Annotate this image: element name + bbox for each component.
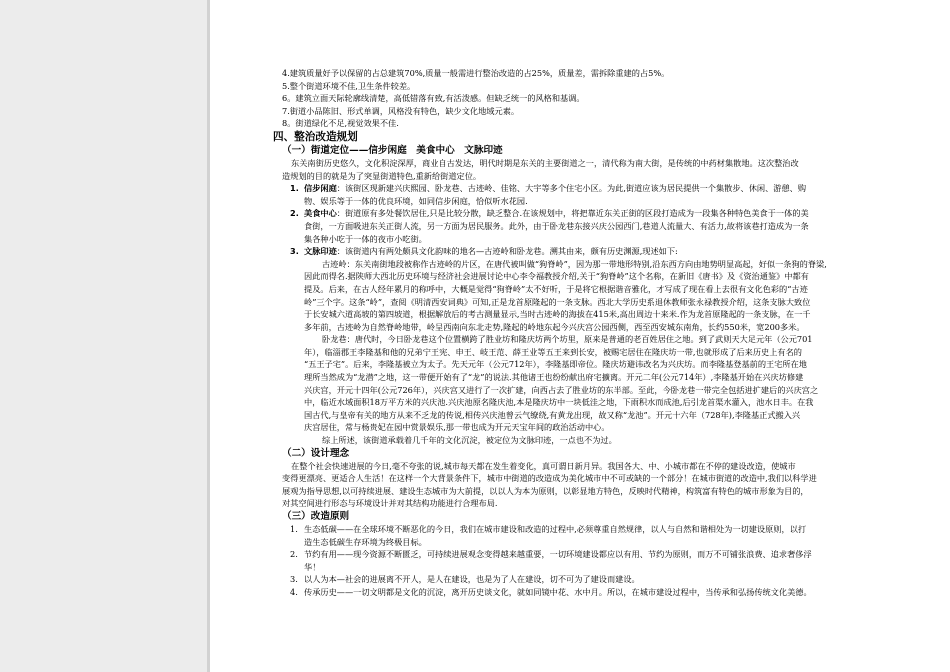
list-item [282, 245, 900, 258]
paragraph-line: 变得更漂亮、更适合人生活！在这样一个大背景条件下，城市中街道的改造成为美化城市中不可或缺的一个部分！在城市街道的改造中,我们以科学进 [282, 473, 817, 484]
list-item-continuation: 食街，一方面吸进东关正街人流，另一方面为居民服务。此外，由于卧龙巷东接兴庆公园西门,巷道人流量大、有活力,故将该巷打造成为一条 [304, 220, 809, 231]
document-content [273, 67, 900, 599]
principle-continuation: 华！ [304, 561, 321, 572]
list-item-text: ：街道原有多处餐饮居住,只是比较分散，缺乏整合.在该规划中，将把靠近东关正街的区段打造成为一段集各种特色美食于一体的美 [336, 208, 809, 219]
list-item-heading: 文脉印迹 [304, 246, 337, 257]
history-wolong-line: 中，临近水域面积18万平方米的兴庆池.兴庆池原名隆庆池,本是隆庆坊中一块低洼之地，下雨积水而成池,后引龙首渠水灌入，池水日丰。在我 [304, 397, 814, 408]
paragraph-line: 东关南街历史悠久，文化积淀深厚，商业自古发达，明代时期是东关的主要街道之一，清代称为南大街，是传统的中药材集散地。这次整治改 [291, 157, 799, 168]
history-wolong-line: 年），临淄郡王李隆基和他的兄弟宁王宪、申王、岐王范、薛王业等五王来到长安，被赐宅居住在隆庆坊一带,也就形成了后来历史上有名的 [304, 346, 802, 357]
list-item-continuation: 集各种小吃于一体的夜市小吃街。 [304, 233, 427, 244]
history-guji-line: 多年前，古迹岭为自然脊岭地带，岭呈西南向东北走势,隆起的岭地东起今兴庆宫公园西侧，西至西安城东南角，长约550米，宽200多米。 [304, 321, 805, 332]
history-wolong-line: 兴庆宫，开元十四年(公元726年），兴庆宫又进行了一次扩建，向西占去了胜业坊的东半部。至此，今卧龙巷一带完全包括进扩建后的兴庆宫之 [304, 384, 819, 395]
issue-line: 5.整个街道环境不佳,卫生条件较差。 [282, 80, 416, 91]
issue-line: 7.街道小品陈旧、形式单调，风格没有特色，缺少文化地域元素。 [282, 105, 520, 116]
principle-item [282, 523, 900, 536]
principle-continuation: 造生态低碳生存环境为终极目标。 [304, 536, 427, 547]
paragraph-line: 造规划的目的就是为了突显街道特色,重新给街道定位。 [282, 170, 482, 181]
issue-line: 4.建筑质量好予以保留的占总建筑70%,质量一般需进行整治改造的占25%，质量差，需拆除重建的占5%。 [282, 68, 670, 78]
principle-text: 以人为本—社会的进展离不开人，是人在建设，也是为了人在建设，切不可为了建设而建设。 [304, 574, 640, 585]
principle-item [282, 573, 900, 586]
list-number: 2. [290, 208, 299, 219]
list-number: 3. [290, 246, 299, 257]
left-gutter [0, 0, 210, 672]
history-guji-line: 岭”三个字。这条“岭”，查阅《明清西安词典》可知,正是龙首原隆起的一条支脉。西北大学历史系退休教师张永禄教授介绍，这条支脉大致位 [304, 296, 811, 307]
list-item [282, 182, 900, 195]
principle-item [282, 586, 900, 599]
list-number: 4. [290, 586, 298, 597]
list-item-text: ：该街道内有两处颇具文化韵味的地名—古迹岭和卧龙巷。溯其由来，颇有历史渊源,现述如下: [336, 246, 678, 257]
principle-item [282, 548, 900, 561]
history-wolong-line: 国古代,与皇帝有关的地方从来不乏龙的传说,相传兴庆池曾云气缭绕,有黄龙出现，故又称“龙池”。开元十六年（728年),李隆基正式搬入兴 [304, 409, 801, 420]
history-guji-line: 因此而得名.据陕师大西北历史环境与经济社会进展讨论中心李令福教授介绍,关于“狗脊岭”这个名称，在新旧《唐书》及《资治通鉴》中都有 [304, 271, 809, 282]
gutter-edge [207, 0, 210, 672]
history-guji-line: 于长安城六道高坡的第四坡道，根据解放后的考古测量显示,当时古迹岭的海拔在415米,高出周边十来米.作为龙首原隆起的一条支脉，在一千 [304, 309, 811, 320]
list-item-text: ：该街区现新建兴庆熙园、卧龙巷、古迹岭、佳铭、大宇等多个住宅小区。为此,街道应该为居民提供一个集散步、休闲、游憩、购 [336, 183, 807, 194]
subsection-heading-principles: （三）改造原则 [282, 511, 350, 522]
history-wolong-line: 理所当然成为“龙潜”之地，这一带便开始有了“龙”的说法.其他诸王也纷纷献出府宅擴离。开元二年(公元714年）,李隆基开始在兴庆坊修建 [304, 372, 804, 383]
list-number: 3. [290, 574, 298, 585]
paragraph-line: 对其空间进行形态与环境设计并对其结构功能进行合理布局. [282, 498, 498, 509]
subsection-heading-positioning: （一）街道定位——信步闲庭 美食中心 文脉印迹 [282, 144, 503, 156]
subsection-heading-concept: （二）设计理念 [282, 447, 350, 459]
history-guji-line: 古迹岭：东关南街地段被称作古迹岭的片区，在唐代被叫做“狗脊岭”，因为那一带地形特别,沿东西方向由地势明显高起，好似一条狗的脊梁, [322, 258, 827, 269]
principle-text: 生态低碳——在全球环境不断恶化的今日，我们在城市建设和改造的过程中,必须尊重自然规律，以人与自然和谐相处为一切建设原则，以打 [304, 524, 807, 534]
document-page [212, 0, 950, 672]
paragraph-line: 展观为指导思想,以可持续进展、建设生态城市为大前提，以以人为本为原则，以彰显地方特色，反映时代精神，构筑富有特色的城市形象为目的， [282, 485, 809, 496]
list-item-heading: 美食中心 [304, 208, 337, 219]
summary-line: 综上所述，该街道承载着几千年的文化沉淀，被定位为文脉印迹，一点也不为过。 [322, 435, 617, 446]
principle-text: 传承历史——一切文明都是文化的沉淀，离开历史谈文化，就如同镜中花、水中月。所以，在城市建设过程中，当传承和弘扬传统文化美德。 [304, 586, 812, 597]
issue-line: 8。街道绿化不足,视觉效果不佳. [282, 118, 399, 129]
list-number: 1. [290, 183, 299, 194]
paragraph-line: 在整个社会快速进展的今日,毫不夸张的说,城市每天都在发生着变化，真可谓日新月异。我国各大、中、小城市都在不停的建设改造，使城市 [291, 460, 796, 471]
history-guji-line: 提及。后来，在古人经年累月的称呼中，大概是觉得“狗脊岭”太不好听，于是将它根据谐音雅化，才写成了现在看上去很有文化色彩的“古迹 [304, 283, 808, 294]
list-item-heading: 信步闲庭 [304, 183, 337, 194]
history-wolong-line: 卧龙巷：唐代时，今日卧龙巷这个位置横跨了胜业坊和隆庆坊两个坊里，原来是普通的老百姓居住之地。到了武则天大足元年（公元701 [322, 334, 813, 345]
list-number: 2. [290, 549, 298, 560]
list-number: 1. [290, 524, 298, 534]
issue-line: 6。建筑立面天际轮廓线清楚，高低错落有致,有活泼感。但缺乏统一的风格和基调。 [282, 93, 585, 104]
list-item-continuation: 物、娱乐等于一体的优良环境，如同信步闲庭，恰似听水花园. [304, 195, 528, 206]
history-wolong-line: “五王子宅”。后来，李隆基被立为太子。先天元年（公元712年），李隆基即帝位。隆庆坊避讳改名为兴庆坊。而李隆基登基前的王宅所在地 [304, 359, 807, 370]
section-heading: 四、整治改造规划 [273, 130, 358, 143]
history-wolong-line: 庆宫居住，常与杨贵妃在园中赏景娱乐,那一带也成为开元天宝年间的政治活动中心。 [304, 422, 610, 433]
list-item [282, 207, 900, 220]
principle-text: 节约有用——现今资源不断匮乏，可持续进展观念变得越来越重要，一切环境建设都应以有用、节约为原则，而万不可铺张浪费、追求奢侈浮 [304, 549, 812, 560]
